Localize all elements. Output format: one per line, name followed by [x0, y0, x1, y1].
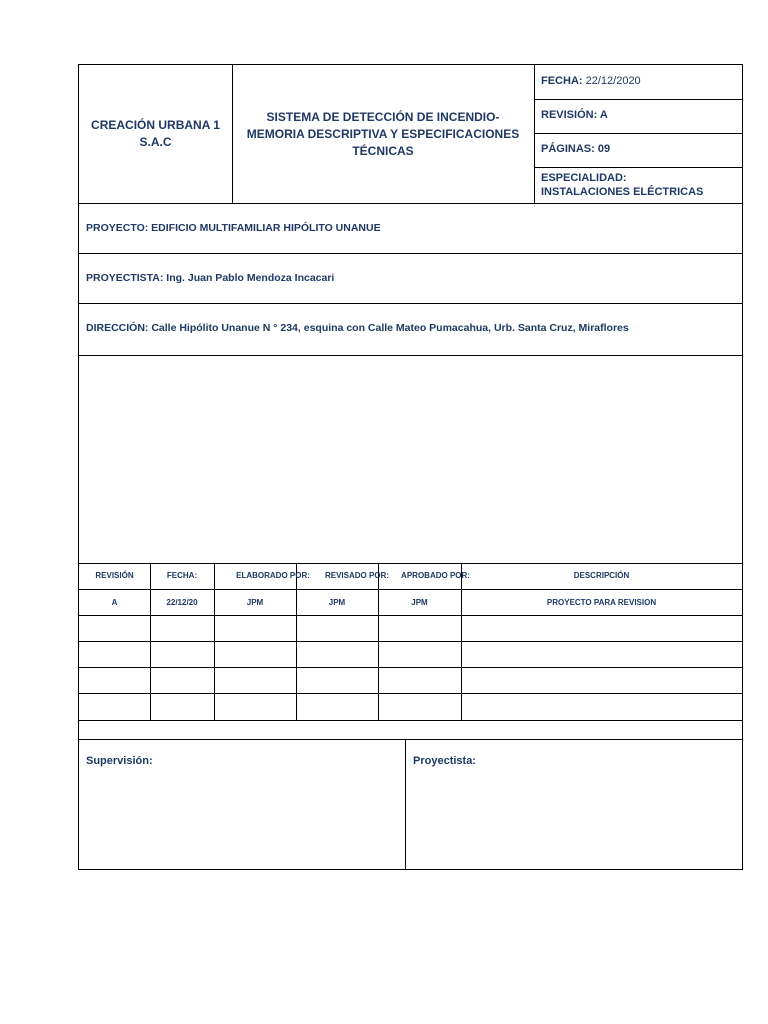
- direccion-row: DIRECCIÓN: Calle Hipólito Unanue N ° 234, esquina con Calle Mateo Pumacahua, Urb. Santa Cruz, Miraflores: [86, 322, 629, 334]
- divider: [79, 303, 742, 304]
- table-header-descripcion: DESCRIPCIÓN: [573, 571, 630, 580]
- table-cell: A: [111, 597, 118, 607]
- table-divider: [79, 720, 742, 721]
- proyectista-row: PROYECTISTA: Ing. Juan Pablo Mendoza Incacari: [86, 272, 335, 284]
- table-cell: 22/12/20: [166, 597, 198, 607]
- table-cell: JPM: [328, 597, 346, 607]
- table-cell: JPM: [411, 597, 428, 607]
- table-header-revision: REVISIÓN: [95, 571, 134, 580]
- fecha-field: [541, 75, 641, 87]
- fecha-value: 22/12/2020: [585, 75, 641, 87]
- paginas-label: PÁGINAS:: [541, 143, 595, 155]
- table-header-aprobado: APROBADO POR:: [401, 571, 470, 580]
- divider: [534, 65, 535, 203]
- table-header-elaborado: ELABORADO POR:: [236, 571, 310, 580]
- proyecto-row: PROYECTO: EDIFICIO MULTIFAMILIAR HIPÓLITO UNANUE: [86, 222, 381, 234]
- table-header-revisado: REVISADO POR:: [324, 571, 389, 580]
- table-cell: PROYECTO PARA REVISION: [546, 597, 657, 607]
- divider: [79, 203, 742, 204]
- divider: [79, 253, 742, 254]
- table-header-fecha: FECHA:: [166, 571, 198, 580]
- divider: [534, 133, 742, 134]
- fecha-label: FECHA:: [541, 75, 583, 87]
- especialidad-field: [541, 171, 703, 199]
- proyectista-label: Proyectista:: [413, 755, 476, 767]
- document-sheet: [78, 64, 743, 870]
- divider: [534, 99, 742, 100]
- especialidad-value: INSTALACIONES ELÉCTRICAS: [541, 186, 704, 198]
- table-divider: [79, 693, 742, 694]
- company-name: CREACIÓN URBANA 1 S.A.C: [91, 118, 220, 149]
- divider: [79, 739, 742, 740]
- divider: [79, 355, 742, 356]
- paginas-value: 09: [597, 143, 611, 155]
- table-cell: JPM: [246, 597, 264, 607]
- especialidad-label: ESPECIALIDAD:: [541, 172, 627, 184]
- revision-label: REVISIÓN:: [541, 109, 598, 121]
- document-title: SISTEMA DE DETECCIÓN DE INCENDIO- MEMORIA DESCRIPTIVA Y ESPECIFICACIONES TÉCNICAS: [246, 109, 520, 158]
- table-divider: [79, 615, 742, 616]
- divider: [405, 739, 406, 869]
- revision-value: A: [599, 109, 608, 121]
- divider: [534, 167, 742, 168]
- supervision-label: Supervisión:: [86, 755, 153, 767]
- table-divider: [79, 641, 742, 642]
- revision-field: [541, 109, 608, 121]
- paginas-field: [541, 143, 610, 155]
- table-divider: [79, 667, 742, 668]
